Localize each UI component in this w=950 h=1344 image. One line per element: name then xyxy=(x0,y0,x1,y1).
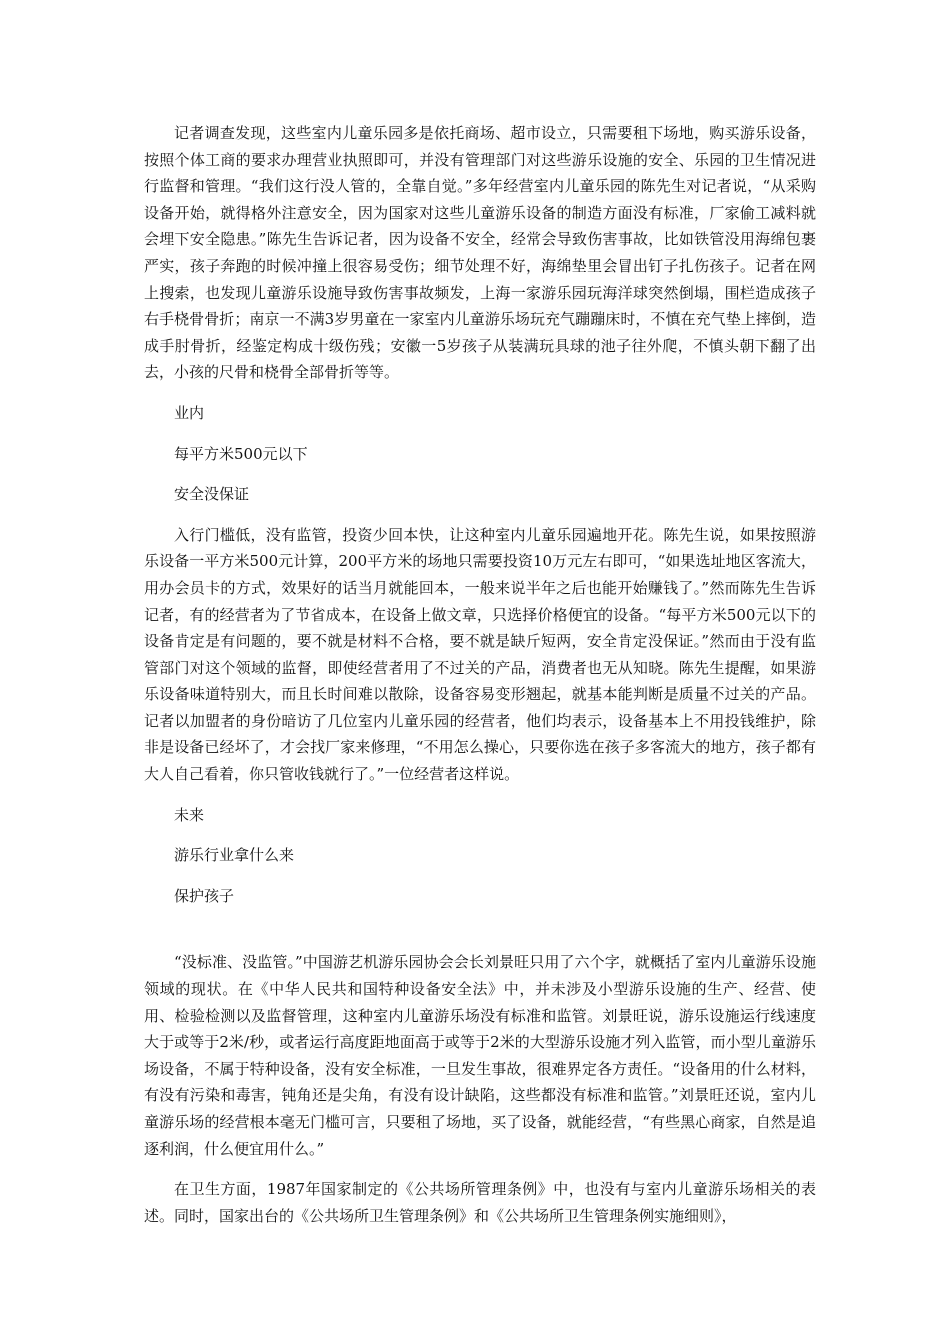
section-heading: 安全没保证 xyxy=(174,485,250,504)
blank-spacer xyxy=(144,923,816,949)
paragraph: 入行门槛低，没有监管，投资少回本快，让这种室内儿童乐园遍地开花。陈先生说，如果按照游乐设备一平方米500元计算，200平方米的场地只需要投资10万元左右即可，“如果选址地区客流大，用办会员卡的方式，效果好的话当月就能回本，一般来说半年之后也能开始赚钱了。”然而陈先生告诉记者，有的经营者为了节省成本，在设备上做文章，只选择价格便宜的设备。“每平方米500元以下的设备肯定是有问题的，要不就是材料不合格，要不就是缺斤短两，安全肯定没保证。”然而由于没有监管部门对这个领域的监督，即使经营者用了不过关的产品，消费者也无从知晓。陈先生提醒，如果游乐设备味道特别大，而且长时间难以散除，设备容易变形翘起，就基本能判断是质量不过关的产品。记者以加盟者的身份暗访了几位室内儿童乐园的经营者，他们均表示，设备基本上不用投钱维护，除非是设备已经坏了，才会找厂家来修理，“不用怎么操心，只要你选在孩子多客流大的地方，孩子都有大人自己看着，你只管收钱就行了。”一位经营者这样说。 xyxy=(144,525,816,784)
section-heading: 游乐行业拿什么来 xyxy=(174,846,295,865)
paragraph: “没标准、没监管。”中国游艺机游乐园协会会长刘景旺只用了六个字，就概括了室内儿童游乐设施领域的现状。在《中华人民共和国特种设备安全法》中，并未涉及小型游乐设施的生产、经营、使用、检验检测以及监督管理，这种室内儿童游乐场没有标准和监管。刘景旺说，游乐设施运行线速度大于或等于2米/秒，或者运行高度距地面高于或等于2米的大型游乐设施才列入监管，而小型儿童游乐场设备，不属于特种设备，没有安全标准，一旦发生事故，很难界定各方责任。“设备用的什么材料，有没有污染和毒害，钝角还是尖角，有没有设计缺陷，这些都没有标准和监管。”刘景旺还说，室内儿童游乐场的经营根本毫无门槛可言，只要租了场地，买了设备，就能经营，“有些黑心商家，自然是追逐利润，什么便宜用什么。” xyxy=(144,953,816,1158)
section-heading: 业内 xyxy=(174,403,205,422)
section-heading: 每平方米500元以下 xyxy=(174,444,308,463)
section-heading: 保护孩子 xyxy=(174,886,235,905)
document-body xyxy=(144,120,816,1243)
paragraph: 在卫生方面，1987年国家制定的《公共场所管理条例》中，也没有与室内儿童游乐场相关的表述。同时，国家出台的《公共场所卫生管理条例》和《公共场所卫生管理条例实施细则》， xyxy=(144,1180,816,1225)
section-heading: 未来 xyxy=(174,805,205,824)
paragraph: 记者调查发现，这些室内儿童乐园多是依托商场、超市设立，只需要租下场地，购买游乐设备，按照个体工商的要求办理营业执照即可，并没有管理部门对这些游乐设施的安全、乐园的卫生情况进行监督和管理。“我们这行没人管的，全靠自觉。”多年经营室内儿童乐园的陈先生对记者说，“从采购设备开始，就得格外注意安全，因为国家对这些儿童游乐设备的制造方面没有标准，厂家偷工减料就会埋下安全隐患。”陈先生告诉记者，因为设备不安全，经常会导致伤害事故，比如铁管没用海绵包裹严实，孩子奔跑的时候冲撞上很容易受伤；细节处理不好，海绵垫里会冒出钉子扎伤孩子。记者在网上搜索，也发现儿童游乐设施导致伤害事故频发，上海一家游乐园玩海洋球突然倒塌，围栏造成孩子右手桡骨骨折；南京一不满3岁男童在一家室内儿童游乐场玩充气蹦蹦床时，不慎在充气垫上摔倒，造成手肘骨折，经鉴定构成十级伤残；安徽一5岁孩子从装满玩具球的池子往外爬，不慎头朝下翻了出去，小孩的尺骨和桡骨全部骨折等等。 xyxy=(144,124,816,382)
